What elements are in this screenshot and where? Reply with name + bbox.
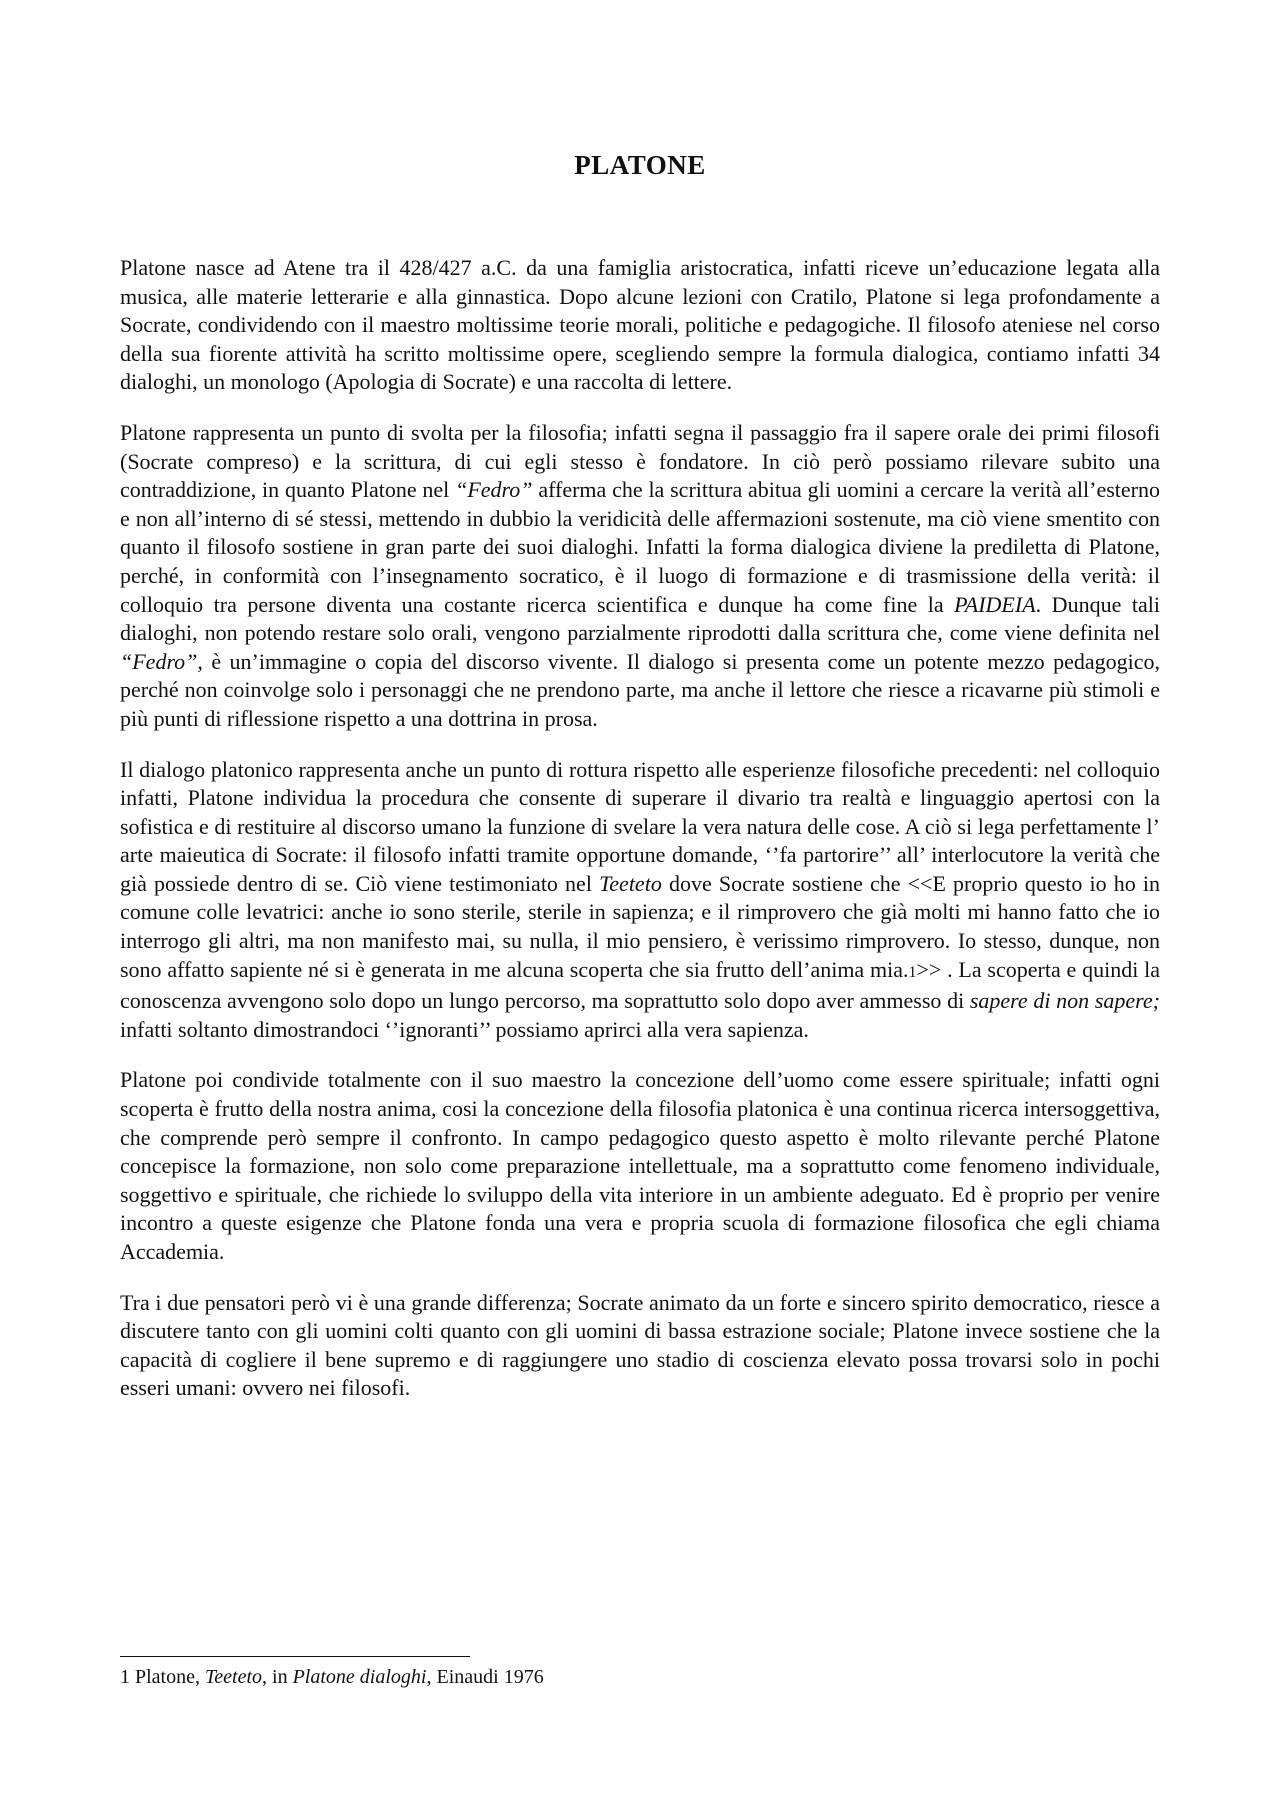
body-text: [120, 254, 1160, 1425]
text-run: Tra i due pensatori però vi è una grande differenza; Socrate animato da un forte e sincero spirito democratico, riesce a discutere tanto con gli uomini colti quanto con gli uomini di bassa estrazione sociale; Platone invece sostiene che la capacità di cogliere il bene supremo e di raggiungere uno stadio di coscienza elevato possa trovarsi solo in pochi esseri umani: ovvero nei filosofi.: [120, 1289, 1160, 1401]
text-run: infatti soltanto dimostrandoci ‘’ignoranti’’ possiamo aprirci alla vera sapienza.: [120, 1016, 809, 1042]
text-run: , è un’immagine o copia del discorso vivente. Il dialogo si presenta come un potente mezzo pedagogico, perché non coinvolge solo i personaggi che ne prendono parte, ma anche il lettore che riesce a ricavarne più stimoli e più punti di riflessione rispetto a una dottrina in prosa.: [120, 648, 1160, 731]
text-run: Platone rappresenta un punto di svolta per la filosofia; infatti segna il passaggio fra il sapere orale dei primi filosofi (Socrate compreso) e la scrittura, di cui egli stesso è fondatore. In ciò però possiamo rilevare subito una contraddizione, in quanto Platone nel: [120, 419, 1160, 503]
footnote-divider: [120, 1656, 470, 1657]
text-run: , Einaudi 1976: [426, 1666, 544, 1688]
text-run: 1 Platone,: [120, 1666, 205, 1688]
text-run: Il dialogo platonico rappresenta anche un punto di rottura rispetto alle esperienze filosofiche precedenti: nel colloquio infatti, Platone individua la procedura che consente di superare il divario tra realtà e linguaggio apertosi con la sofistica e di restituire al discorso umano la funzione di svelare la vera natura delle cose. A ciò si lega perfettamente l’ arte maieutica di Socrate: il filosofo infatti tramite opportune domande, ‘’fa partorire’’ all’ interlocutore la verità che già possiede dentro di se. Ciò viene testimoniato nel: [120, 756, 1160, 896]
italic-text: sapere di non sapere;: [969, 988, 1160, 1014]
text-run: Platone poi condivide totalmente con il suo maestro la concezione dell’uomo come essere spirituale; infatti ogni scoperta è frutto della nostra anima, cosi la concezione della filosofia platonica è una continua ricerca intersoggettiva, che comprende però sempre il confronto. In campo pedagogico questo aspetto è molto rilevante perché Platone concepisce la formazione, non solo come preparazione intellettuale, ma a soprattutto come fenomeno individuale, soggettivo e spirituale, che richiede lo sviluppo della vita interiore in un ambiente adeguato. Ed è proprio per venire incontro a queste esigenze che Platone fonda una vera e propria scuola di formazione filosofica che egli chiama Accademia.: [120, 1067, 1160, 1264]
footnote-marker: 1: [908, 963, 917, 981]
text-run: , in: [262, 1666, 293, 1688]
italic-text: Platone dialoghi: [292, 1666, 427, 1688]
text-run: Platone nasce ad Atene tra il 428/427 a.C. da una famiglia aristocratica, infatti riceve un’educazione legata alla musica, alle materie letterarie e alla ginnastica. Dopo alcune lezioni con Cratilo, Platone si lega profondamente a Socrate, condividendo con il maestro moltissime teorie morali, politiche e pedagogiche. Il filosofo ateniese nel corso della sua fiorente attività ha scritto moltissime opere, scegliendo sempre la formula dialogica, contiamo infatti 34 dialoghi, un monologo (Apologia di Socrate) e una raccolta di lettere.: [120, 255, 1160, 395]
footnote: [120, 1664, 544, 1690]
italic-text: Teeteto: [205, 1666, 263, 1688]
italic-text: “Fedro”: [455, 477, 533, 503]
paragraph: [120, 419, 1160, 734]
paragraph: [120, 1066, 1160, 1266]
page-title: PLATONE: [574, 150, 706, 180]
italic-text: Teeteto: [599, 870, 662, 896]
paragraph: [120, 756, 1160, 1045]
text-run: . Dunque tali dialoghi, non potendo restare solo orali, vengono parzialmente riprodotti dalla scrittura che, come viene definita nel: [120, 591, 1160, 646]
text-run: >> . La scoperta e quindi la conoscenza avvengono solo dopo un lungo percorso, ma soprattutto solo dopo aver ammesso di: [120, 956, 1160, 1014]
paragraph: [120, 254, 1160, 397]
italic-text: PAIDEIA: [954, 591, 1036, 617]
text-run: afferma che la scrittura abitua gli uomini a cercare la verità all’esterno e non all’interno di sé stessi, mettendo in dubbio la veridicità delle affermazioni sostenute, ma ciò viene smentito con quanto il filosofo sostiene in gran parte dei suoi dialoghi. Infatti la forma dialogica diviene la prediletta di Platone, perché, in conformità con l’insegnamento socratico, è il luogo di formazione e di trasmissione della verità: il colloquio tra persone diventa una costante ricerca scientifica e dunque ha come fine la: [120, 477, 1160, 617]
text-run: dove Socrate sostiene che <<E proprio questo io ho in comune colle levatrici: anche io sono sterile, sterile in sapienza; e il rimprovero che già molti mi hanno fatto che io interrogo gli altri, ma non manifesto mai, su nulla, il mio pensiero, è verissimo rimprovero. Io stesso, dunque, non sono affatto sapiente né si è generata in me alcuna scoperta che sia frutto dell’anima mia.: [120, 870, 1160, 982]
italic-text: “Fedro”: [120, 648, 198, 674]
paragraph: [120, 1289, 1160, 1403]
